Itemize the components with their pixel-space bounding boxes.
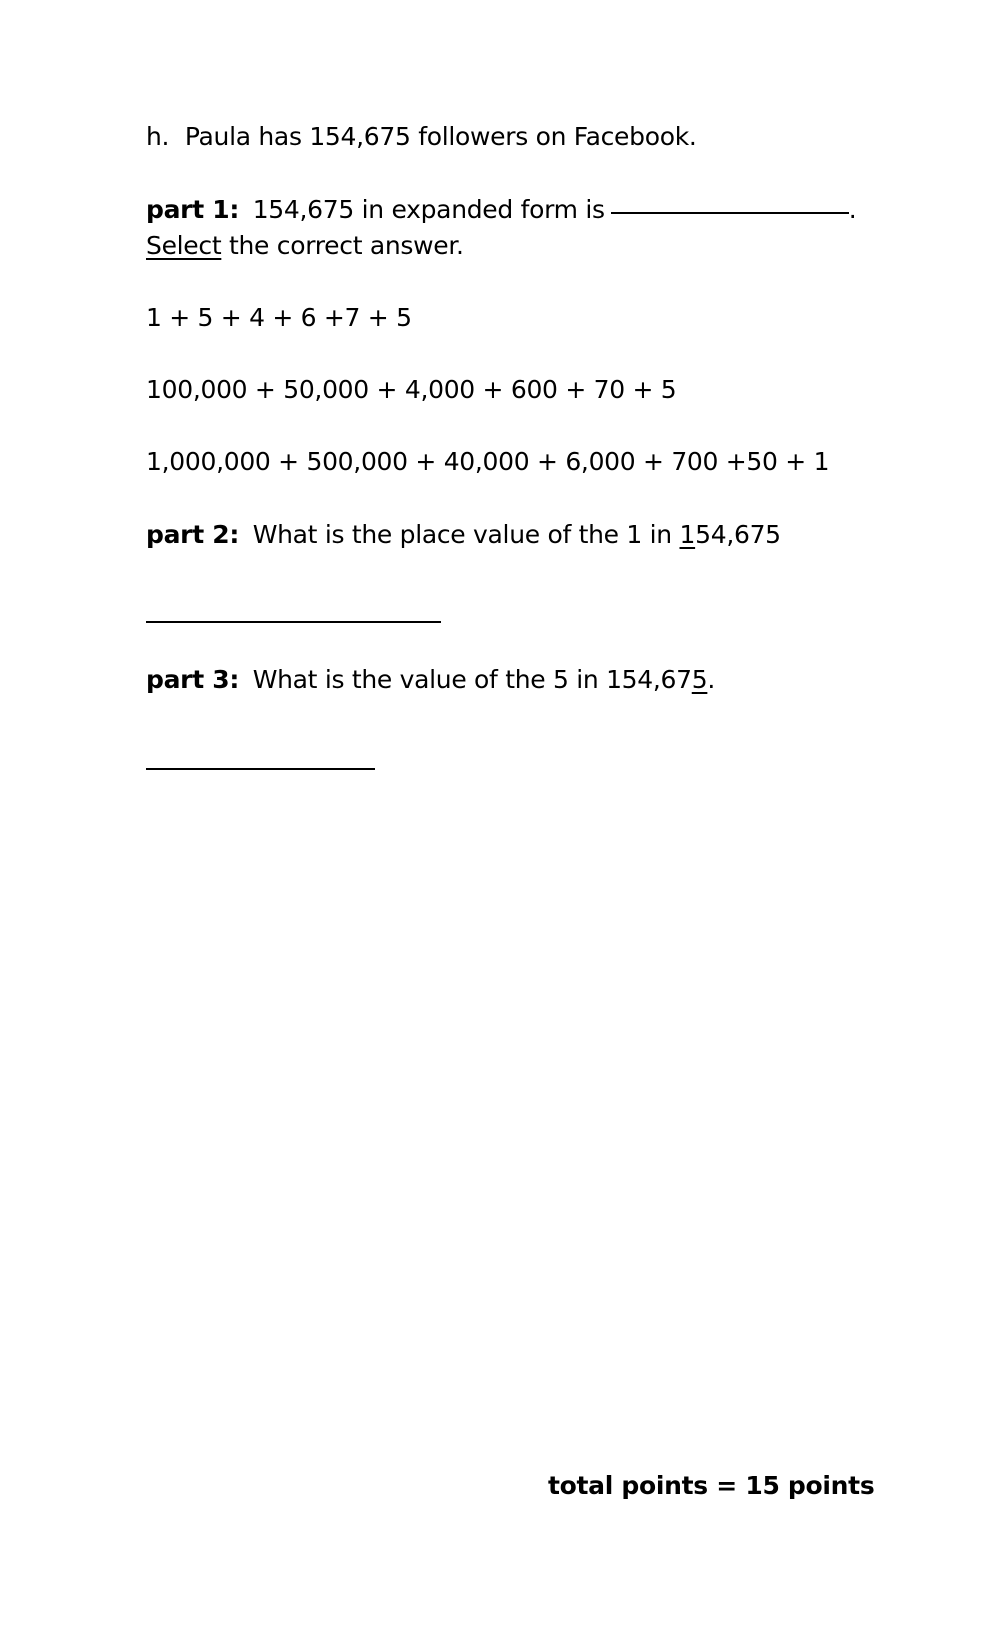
part3-prompt xyxy=(146,664,715,696)
answer-option-1[interactable]: 1 + 5 + 4 + 6 +7 + 5 xyxy=(146,303,412,332)
part1-label: part 1: xyxy=(146,195,240,224)
part2-num-rest: 54,675 xyxy=(695,520,781,549)
part2-digit: 1 xyxy=(679,520,696,549)
answer-option-2[interactable]: 100,000 + 50,000 + 4,000 + 600 + 70 + 5 xyxy=(146,375,677,404)
part1-period: . xyxy=(848,195,857,224)
part1-text: 154,675 in expanded form is xyxy=(252,195,605,224)
question-text: Paula has 154,675 followers on Facebook. xyxy=(184,122,697,151)
part3-label: part 3: xyxy=(146,665,240,694)
part3-period: . xyxy=(707,665,716,694)
question-h xyxy=(146,121,697,153)
select-word: Select xyxy=(146,231,222,260)
part1-instruction xyxy=(146,230,464,262)
answer-option-3[interactable]: 1,000,000 + 500,000 + 40,000 + 6,000 + 700 +50 + 1 xyxy=(146,447,830,476)
part2-answer-blank[interactable] xyxy=(146,621,441,623)
part2-label: part 2: xyxy=(146,520,240,549)
part1-prompt xyxy=(146,194,856,226)
question-label: h. xyxy=(146,122,170,151)
part3-answer-blank[interactable] xyxy=(146,768,375,770)
total-points: total points = 15 points xyxy=(548,1471,875,1500)
instruction-rest: the correct answer. xyxy=(228,231,464,260)
part3-text: What is the value of the 5 in 154,67 xyxy=(252,665,692,694)
part3-digit: 5 xyxy=(691,665,708,694)
part1-answer-blank[interactable] xyxy=(611,212,849,214)
part2-prompt xyxy=(146,519,781,551)
part2-text: What is the place value of the 1 in xyxy=(252,520,672,549)
